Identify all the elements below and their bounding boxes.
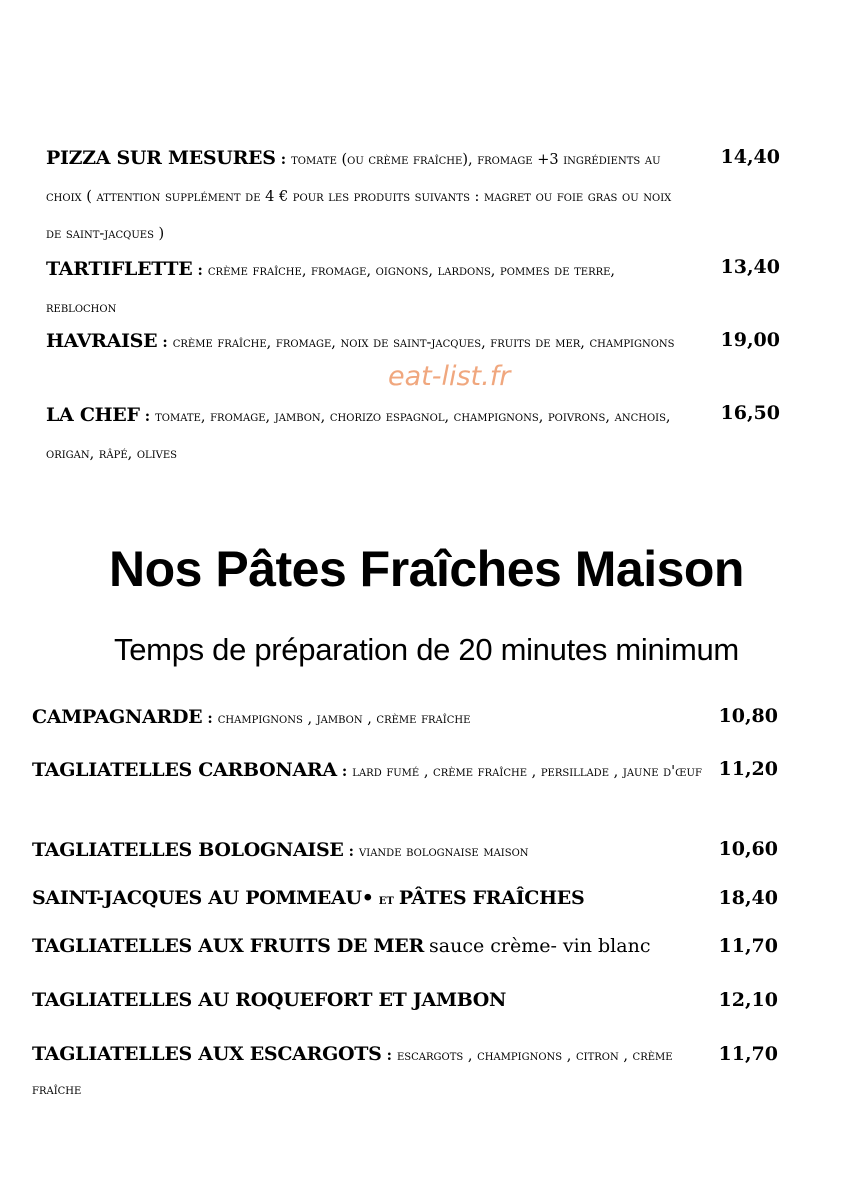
item-price: 11,70 [718,935,778,957]
item-separator: : [202,710,218,727]
watermark: eat-list.fr [388,361,511,392]
item-description: tomate, fromage, jambon, chorizo espagnol, champignons, poivrons, anchois, origan, râpé, olives [46,409,671,462]
menu-item [32,983,702,1019]
item-name: TAGLIATELLES CARBONARA [32,759,337,781]
item-separator: : [192,262,208,279]
item-name: TAGLIATELLES AU ROQUEFORT ET JAMBON [32,989,507,1011]
menu-item [32,753,702,789]
item-name: PIZZA SUR MESURES [46,147,276,169]
item-name: TAGLIATELLES BOLOGNAISE [32,839,344,861]
section-subtitle: Temps de préparation de 20 minutes minimum [114,632,739,667]
menu-item [32,700,702,736]
item-description: crème fraîche, fromage, oignons, lardons, pommes de terre, reblochon [46,263,616,316]
item-description: champignons , jambon , crème fraîche [217,711,471,727]
item-price: 18,40 [718,887,778,909]
menu-item [32,833,702,869]
item-price: 10,60 [718,838,778,860]
item-price: 16,50 [720,402,780,424]
item-description: tomate (ou crème fraîche), fromage +3 ingrédients au choix ( attention supplément de 4 € pour les produits suivants : magret ou foie gras ou noix de saint-jacques ) [46,152,672,242]
item-name: TARTIFLETTE [46,258,193,280]
menu-item [46,251,686,327]
menu-item [46,323,686,362]
menu-item [46,140,686,253]
item-separator: : [275,151,292,168]
item-description: lard fumé , crème fraîche , persillade , jaune d'œuf [352,764,702,780]
menu-item [46,397,686,473]
item-name: TAGLIATELLES AUX FRUITS DE MER [32,935,424,957]
item-description: escargots , champignons , citron , crème fraîche [32,1048,673,1098]
item-name: SAINT-JACQUES AU POMMEAU• [32,887,374,909]
item-description: viande bolognaise maison [359,844,529,860]
menu-item [32,1037,702,1107]
item-name: TAGLIATELLES AUX ESCARGOTS [32,1043,382,1065]
item-separator: : [336,763,353,780]
item-description: PÂTES FRAÎCHES [398,887,585,909]
item-description: crème fraîche, fromage, noix de saint-jacques, fruits de mer, champignons [172,335,675,351]
item-separator: : [381,1047,397,1064]
section-title: Nos Pâtes Fraîches Maison [109,541,744,597]
item-separator: et [373,891,399,908]
menu-item [32,881,702,917]
menu-item [32,929,702,965]
item-description: sauce crème- vin blanc [429,935,651,957]
item-name: CAMPAGNARDE [32,706,203,728]
item-price: 13,40 [720,256,780,278]
item-separator: : [343,843,360,860]
item-price: 14,40 [720,146,780,168]
item-separator: : [139,408,156,425]
item-name: HAVRAISE [46,330,158,352]
item-price: 11,20 [718,758,778,780]
item-price: 10,80 [718,705,778,727]
item-separator: : [157,334,173,351]
item-price: 19,00 [720,329,780,351]
item-price: 12,10 [718,989,778,1011]
item-name: LA CHEF [46,404,140,426]
item-price: 11,70 [718,1043,778,1065]
